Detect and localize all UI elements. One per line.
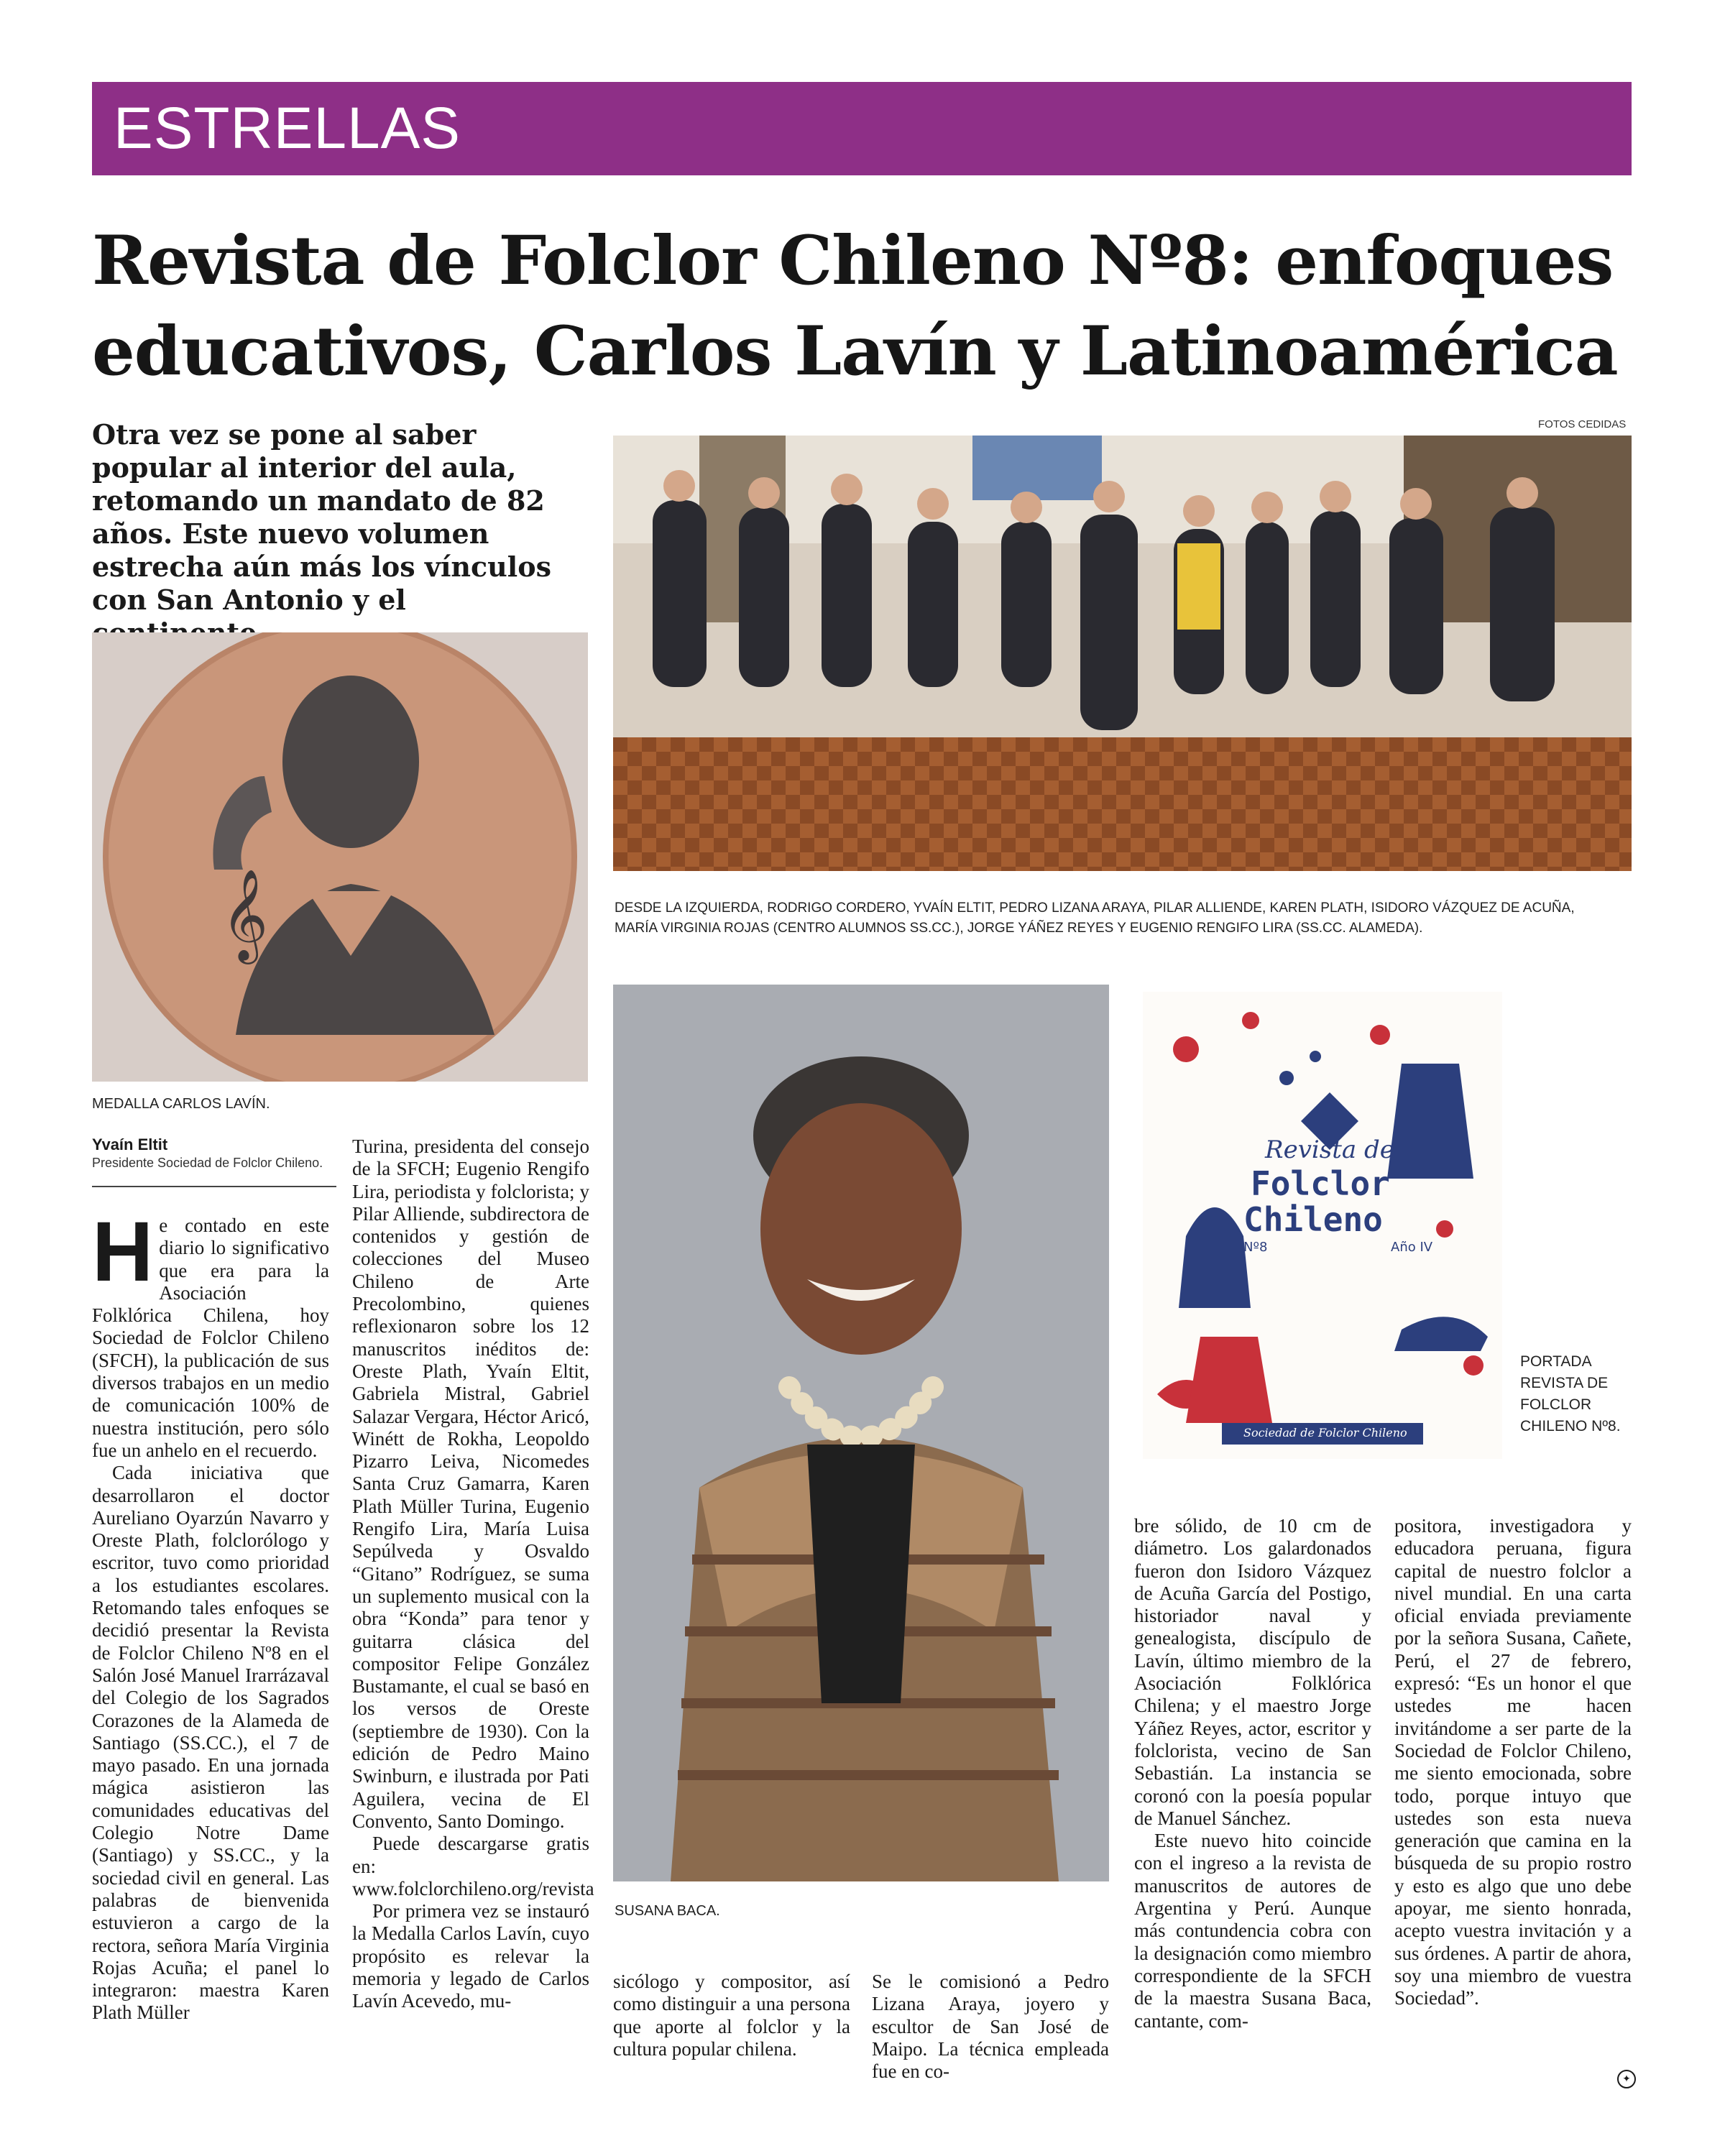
col1-paragraph-1 [92, 1204, 329, 1462]
col2-paragraph-2: Puede descargarse gratis en: www.folclorchileno.org/revista [352, 1833, 594, 1899]
col3-paragraph-1: sicólogo y compositor, así como distinguir a una persona que aporte al folclor y la cultura popular chilena. [613, 1971, 850, 2060]
body-column-5 [1134, 1515, 1371, 2032]
body-column-1 [92, 1204, 329, 2024]
byline-name: Yvaín Eltit [92, 1135, 168, 1153]
body-column-6 [1394, 1515, 1632, 2010]
body-column-4 [872, 1971, 1109, 2083]
susana-photo [613, 985, 1109, 1881]
headline-line-2: educativos, Carlos Lavín y Latinoamérica [92, 312, 1618, 391]
photo-credit: FOTOS CEDIDAS [1538, 418, 1627, 430]
cover-title-1: Revista de [1265, 1135, 1394, 1164]
cover-year: Año IV [1391, 1240, 1433, 1255]
col4-paragraph-1: Se le comisionó a Pedro Lizana Araya, joyero y escultor de San José de Maipo. La técnica empleada fue en co- [872, 1971, 1109, 2083]
headline [92, 216, 1644, 397]
magazine-cover [1143, 992, 1502, 1459]
susana-caption: SUSANA BACA. [615, 1903, 720, 1919]
cover-title-2: Folclor [1251, 1164, 1390, 1203]
headline-line-1: Revista de Folclor Chileno Nº8: enfoques [92, 221, 1614, 300]
section-label: ESTRELLAS [114, 96, 461, 161]
col2-paragraph-1: Turina, presidenta del consejo de la SFCH; Eugenio Rengifo Lira, periodista y folclorista; y Pilar Alliende, subdirectora de contenidos y gestión de colecciones del Museo Chileno de Arte Precolombino, quienes reflexionaron sobre los 12 manuscritos inéditos de: Oreste Plath, Yvaín Eltit, Gabriela Mistral, Gabriel Salazar Vergara, Héctor Aricó, Winétt de Rokha, Leopoldo Pizarro Leiva, Nicomedes Santa Cruz Gamarra, Karen Plath Müller Turina, Eugenio Rengifo Lira, María Luisa Sepúlveda y Osvaldo “Gitano” Rodríguez, se suma un suplemento musical con la obra “Konda” para tenor y guitarra clásica del compositor Felipe González Bustamante, el cual se basó en los versos de Oreste (septiembre de 1930). Con la edición de Pedro Maino Swinburn, e ilustrada por Pati Aguilera, vecina de El Convento, Santo Domingo. [352, 1135, 589, 1832]
col1-p1-text: e contado en este diario lo significativo que era para la Asociación Folklórica Chilena, hoy Sociedad de Folclor Chileno (SFCH), la publicación de sus diversos trabajos en un medio de comunicación 100% de nuestra institución, pero sólo fue un anhelo en el recuerdo. [92, 1215, 329, 1461]
cover-caption-line-1: PORTADA [1520, 1353, 1592, 1370]
group-caption-line-2: MARÍA VIRGINIA ROJAS (CENTRO ALUMNOS SS.CC.), JORGE YÁÑEZ REYES Y EUGENIO RENGIFO LIRA (SS.CC. ALAMEDA). [615, 921, 1423, 936]
col5-paragraph-2: Este nuevo hito coincide con el ingreso a la revista de manuscritos de autores de Argentina y Perú. Aunque más contundencia cobra con la designación como miembro correspondiente de la SFCH de la maestra Susana Baca, cantante, com- [1134, 1830, 1371, 2032]
col1-paragraph-2: Cada iniciativa que desarrollaron el doctor Aureliano Oyarzún Navarro y Oreste Plath, folclorólogo y escritor, tuvo como prioridad a los estudiantes escolares. Retomando tales enfoques se decidió presentar la Revista de Folclor Chileno Nº8 en el Salón José Manuel Irarrázaval del Colegio de los Sagrados Corazones de la Alameda de Santiago (SS.CC.), el 7 de mayo pasado. En una jornada mágica asistieron las comunidades educativas del Colegio Notre Dame (Santiago) y SS.CC., y la sociedad civil en general. Las palabras de bienvenida estuvieron a cargo de la rectora, señora María Virginia Rojas Acuña; el panel lo integraron: maestra Karen Plath Müller [92, 1462, 329, 2024]
cover-caption-line-2: REVISTA DE [1520, 1375, 1609, 1391]
cover-publisher: Sociedad de Folclor Chileno [1243, 1426, 1407, 1439]
section-bar [92, 82, 1632, 175]
group-photo-caption [615, 898, 1635, 939]
byline-rule [92, 1186, 336, 1187]
cover-caption [1520, 1351, 1642, 1437]
lede: Otra vez se pone al saber popular al interior del aula, retomando un mandato de 82 años. Este nuevo volumen estrecha aún más los vínculos con San Antonio y el [92, 418, 551, 616]
col5-paragraph-1: bre sólido, de 10 cm de diámetro. Los galardonados fueron don Isidoro Vázquez de Acuña García del Postigo, historiador naval y genealogista, discípulo de Lavín, último miembro de la Asociación Folklórica Chilena; y el maestro Jorge Yáñez Reyes, actor, escritor y folclorista, vecino de San Sebastián. La instancia se coronó con la poesía popular de Manuel Sánchez. [1134, 1515, 1371, 1829]
body-column-2 [352, 1135, 594, 2013]
cover-caption-line-4: CHILENO Nº8. [1520, 1418, 1621, 1434]
col6-paragraph-1: positora, investigadora y educadora peruana, figura capital de nuestro folclor a nivel mundial. En una carta oficial enviada previamente por la señora Susana, Cañete, Perú, el 27 de febrero, expresó: “Es un honor el que ustedes me hacen invitándome a ser parte de la Sociedad de Folclor Chileno, me siento emocionada, sobre todo, porque intuyo que ustedes son esta nueva generación que camina en la búsqueda de su propio rostro y esto es algo que uno debe apoyar, me siento honrada, acepto vuestra invitación y a sus órdenes. A partir de ahora, soy una miembro de vuestra Sociedad”. [1394, 1515, 1632, 2009]
svg-text:𝄞: 𝄞 [221, 868, 269, 960]
medal-caption: MEDALLA CARLOS LAVÍN. [92, 1096, 270, 1112]
group-photo-illustration [613, 436, 1632, 871]
group-caption-line-1: DESDE LA IZQUIERDA, RODRIGO CORDERO, YVAÍN ELTIT, PEDRO LIZANA ARAYA, PILAR ALLIENDE, KAREN PLATH, ISIDORO VÁZQUEZ DE ACUÑA, [615, 900, 1575, 916]
body-column-3 [613, 1971, 850, 2060]
medal-photo [92, 632, 588, 1082]
cover-title-3: Chileno [1243, 1200, 1383, 1239]
dropcap: H [92, 1204, 154, 1299]
cover-issue: Nº8 [1243, 1240, 1268, 1255]
medal-illustration [92, 632, 588, 1082]
col2-paragraph-3: Por primera vez se instauró la Medalla Carlos Lavín, cuyo propósito es relevar la memoria y legado de Carlos Lavín Acevedo, mu- [352, 1900, 589, 2012]
cover-caption-line-3: FOLCLOR [1520, 1396, 1592, 1413]
byline-role: Presidente Sociedad de Folclor Chileno. [92, 1156, 323, 1170]
group-photo [613, 436, 1632, 871]
susana-illustration [613, 985, 1109, 1881]
end-mark-icon: ✦ [1617, 2070, 1636, 2088]
